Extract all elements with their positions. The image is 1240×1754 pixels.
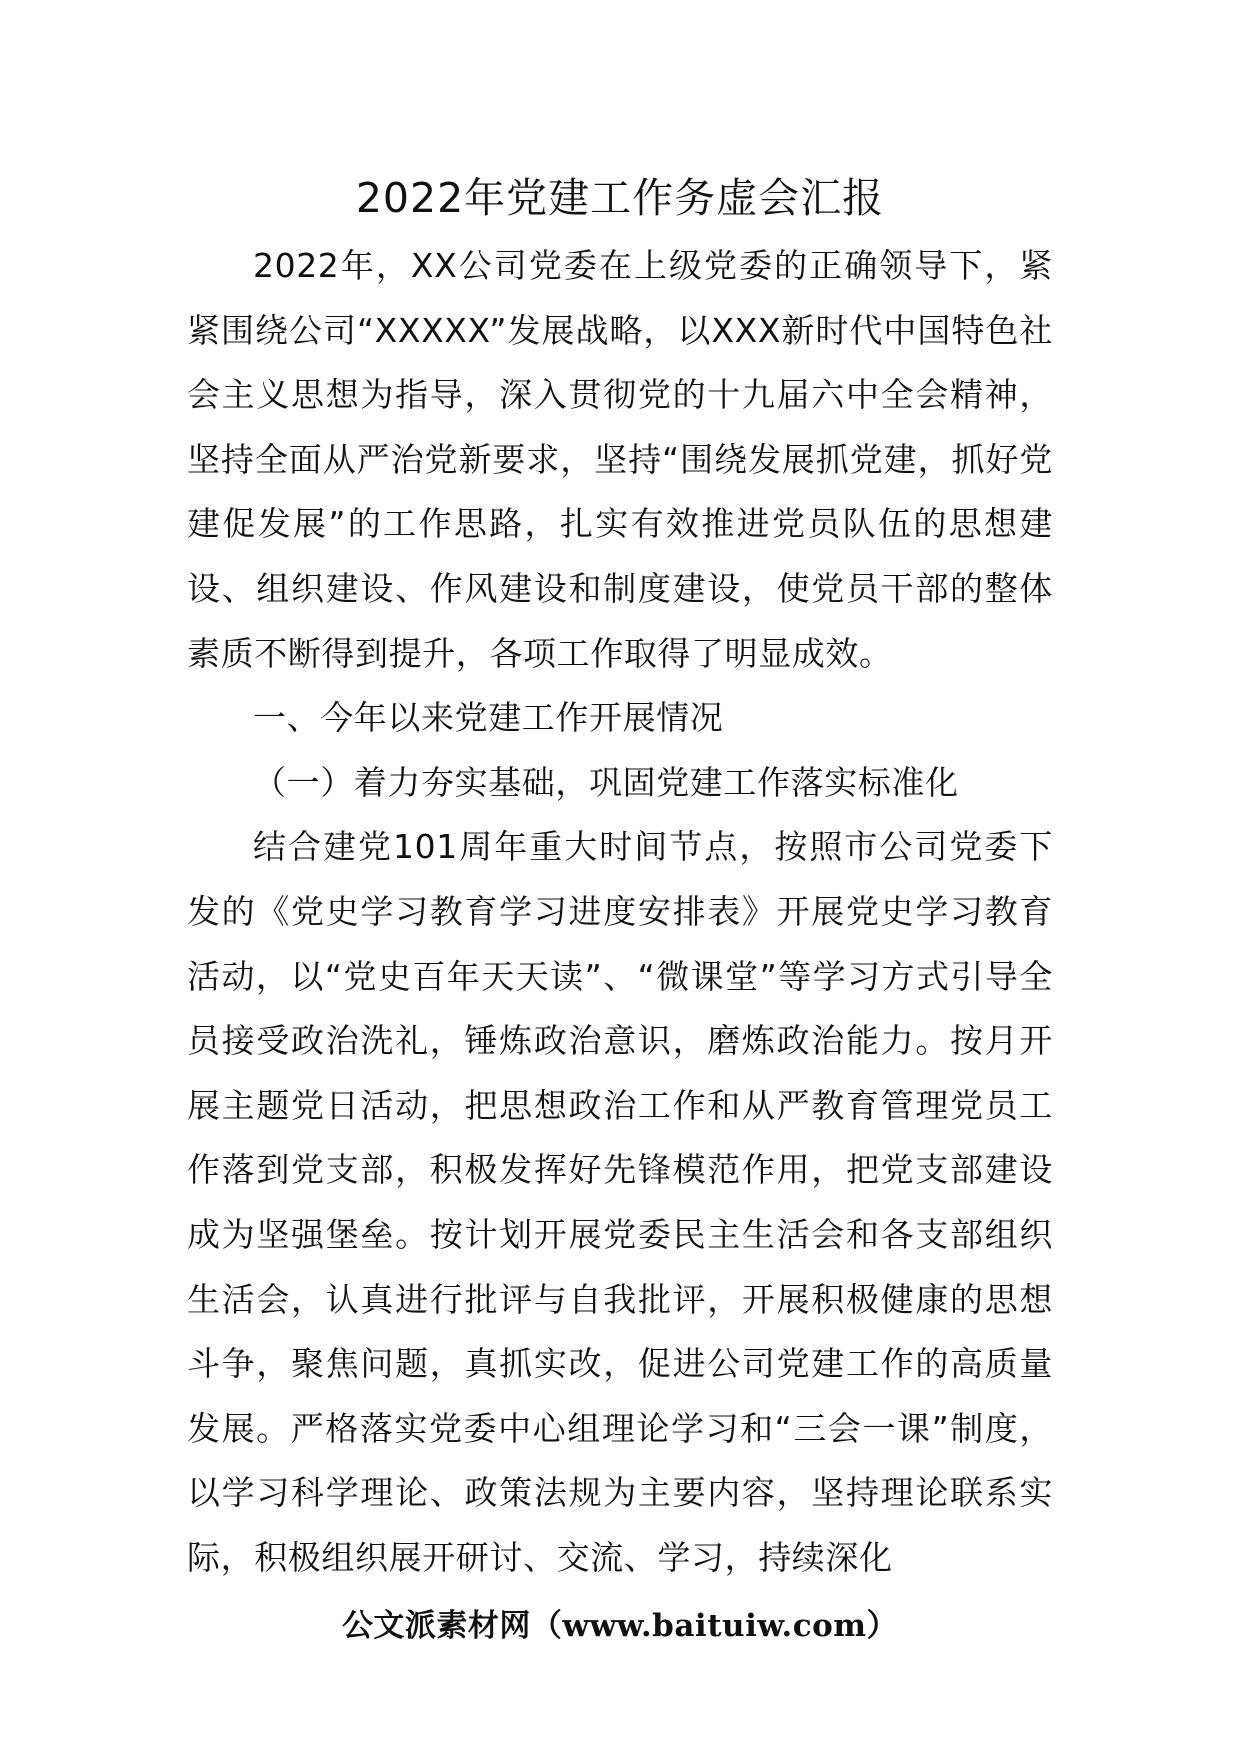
section-heading: 一、今年以来党建工作开展情况 <box>253 698 724 738</box>
subsection-heading: （一）着力夯实基础，巩固党建工作落实标准化 <box>253 762 959 802</box>
intro-paragraph: 2022年，XX公司党委在上级党委的正确领导下，紧紧围绕公司“XXXXX”发展战略，以XXX新时代中国特色社会主义思想为指导，深入贯彻党的十九届六中全会精神，坚持全面从严治党新要求，坚持“围绕发展抓党建，抓好党建促发展”的工作思路，扎实有效推进党员队伍的思想建设、组织建设、作风建设和制度建设，使党员干部的整体素质不断得到提升，各项工作取得了明显成效。 <box>187 246 1053 673</box>
document-body <box>187 234 1053 1590</box>
source-footer: 公文派素材网（www.baituiw.com） <box>341 1608 899 1644</box>
document-title: 2022年党建工作务虚会汇报 <box>355 174 885 222</box>
subsection-paragraph: 结合建党101周年重大时间节点，按照市公司党委下发的《党史学习教育学习进度安排表》开展党史学习教育活动，以“党史百年天天读”、“微课堂”等学习方式引导全员接受政治洗礼，锤炼政治意识，磨炼政治能力。按月开展主题党日活动，把思想政治工作和从严教育管理党员工作落到党支部，积极发挥好先锋模范作用，把党支部建设成为坚强堡垒。按计划开展党委民主生活会和各支部组织生活会，认真进行批评与自我批评，开展积极健康的思想斗争，聚焦问题，真抓实改，促进公司党建工作的高质量发展。严格落实党委中心组理论学习和“三会一课”制度，以学习科学理论、政策法规为主要内容，坚持理论联系实际，积极组织展开研讨、交流、学习，持续深化 <box>187 827 1053 1577</box>
